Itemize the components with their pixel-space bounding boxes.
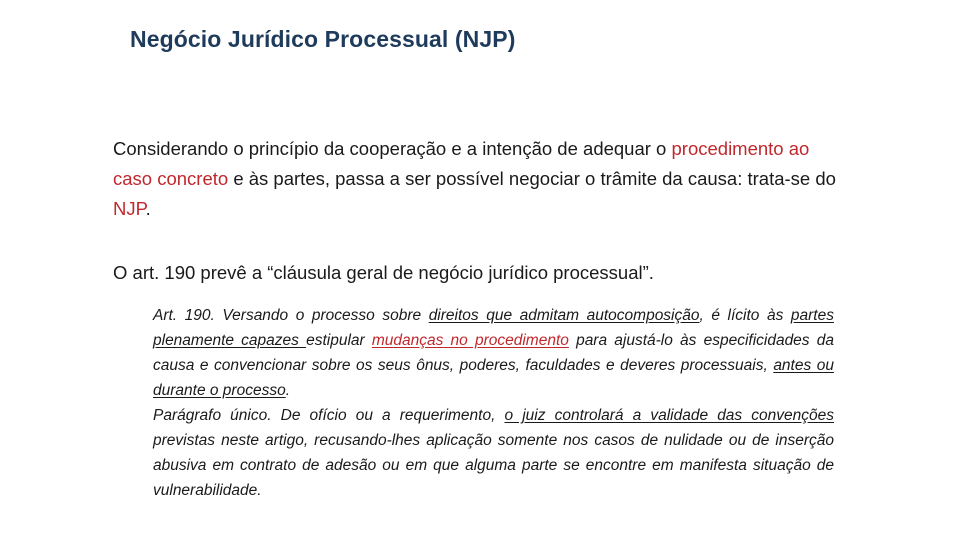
- intro-paragraph: [113, 134, 848, 224]
- article-sole-paragraph-text: Parágrafo único. De ofício ou a requerimento,: [153, 407, 505, 424]
- article-reference-paragraph: O art. 190 prevê a “cláusula geral de negócio jurídico processual”.: [113, 262, 654, 283]
- article-underline-procedure-changes: mudanças no procedimento: [371, 332, 569, 349]
- intro-text-2: e às partes, passa a ser possível negociar o trâmite da causa: trata-se do: [228, 168, 836, 189]
- article-underline-before-during: antes ou durante o processo: [153, 357, 834, 399]
- article-underline-capable-parties: partes plenamente capazes: [153, 307, 834, 349]
- intro-text-1: Considerando o princípio da cooperação e a intenção de adequar o: [113, 138, 672, 159]
- article-text-4: para ajustá-lo às especificidades da causa e convencionar sobre os seus ônus, poderes, faculdades e deveres processuais,: [153, 332, 834, 374]
- article-text-2: , é lícito às: [699, 307, 791, 324]
- article-text-5: .: [285, 382, 291, 399]
- intro-highlight-njp: NJP: [113, 198, 146, 219]
- article-text-1: Art. 190. Versando o processo sobre: [153, 307, 429, 324]
- article-underline-judge-control: o juiz controlará a validade das convenções: [504, 407, 835, 424]
- slide-title: Negócio Jurídico Processual (NJP): [130, 26, 516, 52]
- intro-text-3: .: [145, 198, 151, 219]
- article-190-quote: [153, 303, 834, 503]
- article-text-3: estipular: [306, 332, 372, 349]
- intro-highlight-procedure: procedimento ao caso concreto: [113, 138, 810, 189]
- article-text-7: previstas neste artigo, recusando-lhes aplicação somente nos casos de nulidade ou de inserção abusiva em contrato de adesão ou em que alguma parte se encontre em manifesta situação de vulnerabilidade.: [153, 432, 834, 499]
- article-underline-autocomposition: direitos que admitam autocomposição: [428, 307, 700, 324]
